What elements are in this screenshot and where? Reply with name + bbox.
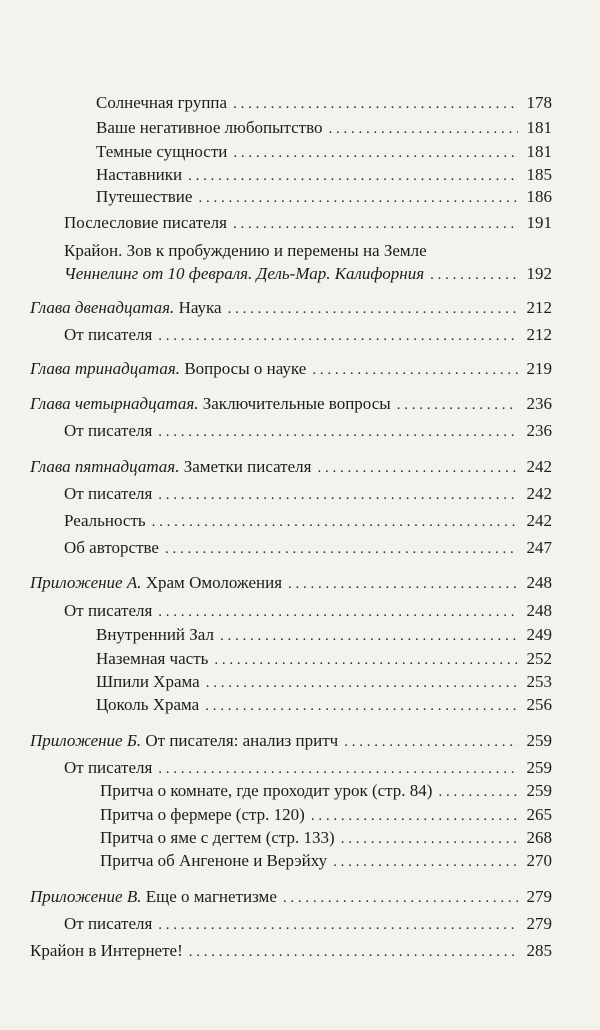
toc-page-number: 279 [526, 914, 552, 933]
toc-entry [64, 264, 552, 285]
chapter-prefix: Глава двенадцатая. [30, 298, 175, 317]
dot-leader [158, 326, 518, 346]
toc-page-number: 181 [526, 142, 552, 161]
toc-entry-title: Путешествие [96, 187, 193, 206]
toc-entry-title: От писателя [64, 421, 153, 440]
toc-entry [100, 851, 552, 872]
toc-page-number: 212 [526, 325, 552, 344]
dot-leader [344, 732, 518, 752]
toc-page-number: 249 [526, 625, 552, 644]
chapter-prefix: Глава пятнадцатая. [30, 457, 180, 476]
toc-appendix-entry [30, 573, 552, 594]
toc-appendix-entry [30, 887, 552, 908]
dot-leader [283, 888, 518, 908]
dot-leader [165, 539, 518, 559]
toc-page-number: 259 [526, 781, 552, 800]
dot-leader [158, 422, 518, 442]
toc-entry-title: От писателя [64, 758, 153, 777]
toc-page-number: 279 [526, 887, 552, 906]
toc-entry [96, 165, 552, 186]
dot-leader [233, 214, 518, 234]
toc-chapter-entry [30, 394, 552, 415]
dot-leader [205, 696, 518, 716]
toc-entry [96, 93, 552, 114]
toc-entry-title: Наземная часть [96, 649, 209, 668]
toc-entry [96, 672, 552, 693]
toc-page-number: 192 [526, 264, 552, 283]
dot-leader [233, 143, 518, 163]
dot-leader [188, 166, 518, 186]
toc-entry [64, 325, 552, 346]
toc-page-number: 252 [526, 649, 552, 668]
dot-leader [288, 574, 518, 594]
dot-leader [198, 188, 518, 208]
toc-entry [64, 511, 552, 532]
toc-page-number: 185 [526, 165, 552, 184]
toc-entry-title: Темные сущности [96, 142, 228, 161]
dot-leader [189, 942, 518, 962]
dot-leader [158, 485, 518, 505]
dot-leader [438, 782, 518, 802]
dot-leader [220, 626, 518, 646]
toc-entry [64, 758, 552, 779]
toc-page-number: 242 [526, 457, 552, 476]
toc-entry-title: Крайон. Зов к пробуждению и перемены на Земле [64, 241, 427, 260]
appendix-prefix: Приложение В. [30, 887, 142, 906]
toc-entry-title: Заметки писателя [179, 457, 312, 476]
toc-page-number: 242 [526, 484, 552, 503]
toc-entry-title: От писателя: анализ притч [141, 731, 339, 750]
toc-entry [96, 695, 552, 716]
toc-entry-title: Заключительные вопросы [198, 394, 391, 413]
toc-page-number: 259 [526, 731, 552, 750]
toc-page-number: 181 [526, 118, 552, 137]
toc-entry-title: Притча о комнате, где проходит урок (стр. 84) [100, 781, 433, 800]
toc-entry-title: Крайон в Интернете! [30, 941, 183, 960]
dot-leader [312, 360, 518, 380]
toc-page-number: 256 [526, 695, 552, 714]
dot-leader [228, 299, 518, 319]
toc-entry-title: Шпили Храма [96, 672, 200, 691]
dot-leader [311, 806, 518, 826]
toc-entry-title: Наставники [96, 165, 183, 184]
toc-entry-title: Притча об Ангеноне и Верэйху [100, 851, 328, 870]
toc-entry [96, 187, 552, 208]
toc-page-number: 270 [526, 851, 552, 870]
toc-page-number: 212 [526, 298, 552, 317]
toc-entry [64, 484, 552, 505]
dot-leader [206, 673, 518, 693]
toc-entry [96, 625, 552, 646]
toc-entry-title: От писателя [64, 914, 153, 933]
toc-entry-title: Реальность [64, 511, 146, 530]
toc-entry-title: От писателя [64, 325, 153, 344]
dot-leader [329, 119, 518, 139]
toc-page-number: 253 [526, 672, 552, 691]
toc-entry-title: Цоколь Храма [96, 695, 200, 714]
toc-chapter-entry [30, 457, 552, 478]
toc-page-number: 248 [526, 573, 552, 592]
toc-page-number: 178 [526, 93, 552, 112]
dot-leader [214, 650, 518, 670]
toc-entry-title: Ваше негативное любопытство [96, 118, 323, 137]
dot-leader [152, 512, 518, 532]
toc-entry [96, 118, 552, 139]
dot-leader [158, 915, 518, 935]
toc-page-number: 247 [526, 538, 552, 557]
toc-page-number: 268 [526, 828, 552, 847]
toc-entry [64, 538, 552, 559]
toc-chapter-entry [30, 359, 552, 380]
toc-entry [64, 213, 552, 234]
toc-entry-title: Солнечная группа [96, 93, 228, 112]
toc-page-number: 265 [526, 805, 552, 824]
toc-entry-title: Послесловие писателя [64, 213, 227, 232]
chapter-prefix: Глава тринадцатая. [30, 359, 181, 378]
toc-page-number: 259 [526, 758, 552, 777]
appendix-prefix: Приложение А. [30, 573, 142, 592]
dot-leader [333, 852, 518, 872]
dot-leader [233, 94, 518, 114]
toc-entry-title: Еще о магнетизме [141, 887, 277, 906]
toc-entry [64, 421, 552, 442]
toc-page-number: 248 [526, 601, 552, 620]
toc-page-number: 236 [526, 394, 552, 413]
dot-leader [158, 602, 518, 622]
appendix-prefix: Приложение Б. [30, 731, 142, 750]
toc-entry-title: Об авторстве [64, 538, 159, 557]
toc-entry-title: Вопросы о науке [180, 359, 307, 378]
toc-entry [100, 781, 552, 802]
toc-entry [96, 649, 552, 670]
toc-entry-title: Притча о яме с дегтем (стр. 133) [100, 828, 335, 847]
dot-leader [397, 395, 518, 415]
toc-entry-title: Наука [174, 298, 222, 317]
dot-leader [341, 829, 518, 849]
toc-page-number: 186 [526, 187, 552, 206]
toc-page-number: 285 [526, 941, 552, 960]
toc-entry [64, 914, 552, 935]
dot-leader [158, 759, 518, 779]
toc-appendix-entry [30, 731, 552, 752]
dot-leader [317, 458, 518, 478]
toc-entry [64, 601, 552, 622]
toc-chapter-entry [30, 298, 552, 319]
toc-entry [30, 941, 552, 962]
toc-entry-title: От писателя [64, 484, 153, 503]
toc-page-number: 242 [526, 511, 552, 530]
toc-page-number: 236 [526, 421, 552, 440]
toc-entry-title: Внутренний Зал [96, 625, 214, 644]
toc-entry-title: Притча о фермере (стр. 120) [100, 805, 305, 824]
toc-entry-title: Храм Омоложения [141, 573, 283, 592]
toc-entry-title: От писателя [64, 601, 153, 620]
dot-leader [430, 265, 518, 285]
toc-entry [100, 805, 552, 826]
chapter-prefix: Глава четырнадцатая. [30, 394, 199, 413]
toc-page-number: 219 [526, 359, 552, 378]
toc-entry [96, 142, 552, 163]
toc-entry-subtitle: Ченнелинг от 10 февраля. Дель-Мар. Калифорния [64, 264, 425, 283]
toc-entry [100, 828, 552, 849]
toc-page-number: 191 [526, 213, 552, 232]
